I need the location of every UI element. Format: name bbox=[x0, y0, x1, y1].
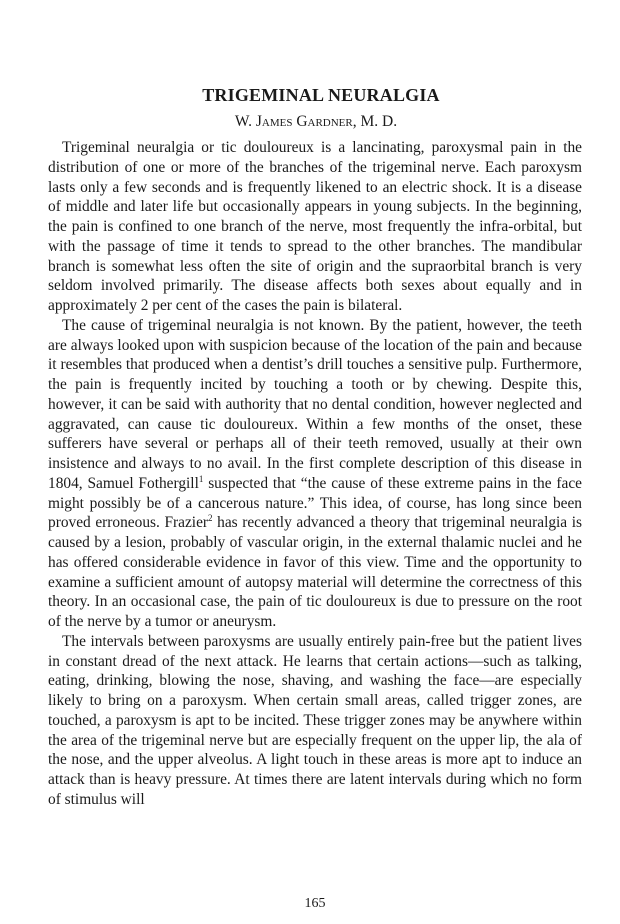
paragraph-2-part-2: suspected that “the cause of these extreme pains in the face might possibly be of a cancerous nature.” This idea, of course, has long since been proved erroneous. Frazier bbox=[48, 474, 583, 532]
author-prefix: W. J bbox=[234, 113, 262, 130]
author-middle: G bbox=[292, 113, 308, 130]
article-author bbox=[50, 112, 582, 132]
paragraph-2-part-3: has recently advanced a theory that trigeminal neuralgia is caused by a lesion, probably of vascular origin, in the external thalamic nuclei and he has offered considerable evidence in favor of this view. Time and the opportunity to examine a sufficient amount of autopsy material will determine the correctness of this theory. In an occasional case, the pain of tic douloureux is due to pressure on the root of the nerve by a tumor or aneurysm. bbox=[48, 514, 582, 630]
footnote-ref-1: 1 bbox=[198, 473, 204, 484]
paragraph-1: Trigeminal neuralgia or tic douloureux is a lancinating, paroxysmal pain in the distribution of one or more of the branches of the trigeminal nerve. Each paroxysm lasts only a few seconds and is frequently likened to an electric shock. It is a disease of middle and later life but occasionally appears in young subjects. In the beginning, the pain is confined to one branch of the nerve, most frequently the infra-orbital, but with the passage of time it tends to spread to the other branches. The mandibular branch is somewhat less often the site of origin and the supraorbital branch is very seldom involved primarily. The disease affects both sexes about equally and in approximately 2 per cent of the cases the pain is bilateral. bbox=[48, 139, 582, 314]
paragraph-2-part-1: The cause of trigeminal neuralgia is not known. By the patient, however, the teeth are always looked upon with suspicion because of the location of the pain and because it resembles that produced when a dentist’s drill touches a sensitive pulp. Furthermore, the pain is frequently incited by touching a tooth or by chewing. Despite this, however, it can be said with authority that no dental condition, however neglected and aggravated, can cause tic douloureux. Within a few months of the onset, these sufferers have several or perhaps all of their teeth removed, usually at their own insistence and always to no avail. In the first complete description of this disease in 1804, Samuel Fothergill bbox=[48, 316, 582, 492]
footnote-ref-2: 2 bbox=[208, 513, 213, 524]
article-title: TRIGEMINAL NEURALGIA bbox=[202, 85, 440, 105]
author-suffix: , M. D. bbox=[352, 113, 398, 130]
article-page bbox=[48, 84, 582, 914]
paragraph-3: The intervals between paroxysms are usually entirely pain-free but the patient lives in constant dread of the next attack. He learns that certain actions—such as talking, eating, drinking, blowing the nose, shaving, and washing the face—are especially likely to bring on a paroxysm. When certain small areas, called trigger zones, are touched, a paroxysm is apt to be incited. These trigger zones may be anywhere within the area of the trigeminal nerve but are especially frequent on the upper lip, the ala of the nose, and the upper alveolus. A light touch in these areas is more apt to induce an attack than is heavy pressure. At times there are latent intervals during which no form of stimulus will bbox=[48, 632, 582, 808]
author-first-smallcaps: ames bbox=[261, 113, 293, 130]
paragraph-2 bbox=[48, 316, 582, 632]
author-last-smallcaps: ardner bbox=[307, 113, 353, 130]
page-number: 165 bbox=[304, 896, 326, 911]
